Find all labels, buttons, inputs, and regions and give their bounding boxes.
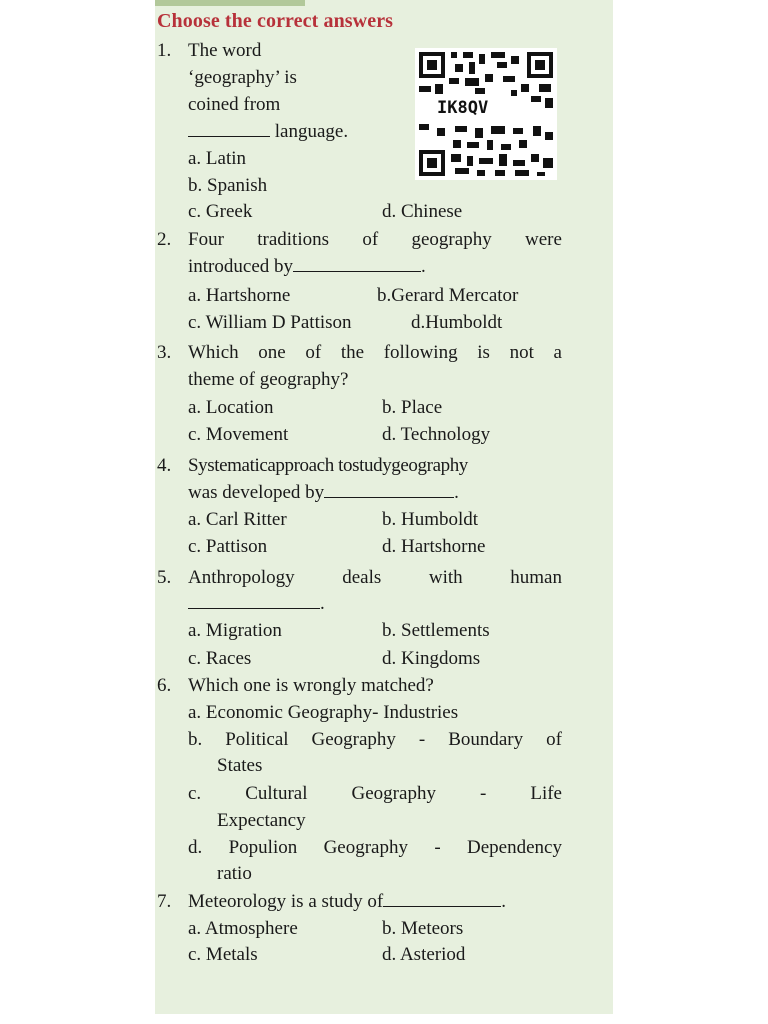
q6-d-word: - [434, 837, 441, 858]
q3-line-1 [155, 340, 613, 366]
q2-option-c: c. William D Pattison [188, 312, 352, 333]
q6-d-word: Geography [323, 837, 408, 858]
q6-c-word: Life [530, 783, 562, 804]
q4-option-a: a. Carl Ritter [188, 509, 287, 530]
q5-line-1 [155, 565, 613, 591]
q6-c-word: Cultural [245, 783, 308, 804]
q1-option-d: d. Chinese [382, 201, 463, 222]
q2-word: were [525, 229, 562, 250]
q6-option-row-c [155, 781, 613, 807]
q7-blank [383, 890, 501, 907]
q3-text-1 [188, 340, 562, 366]
q4-blank [324, 481, 454, 498]
q3-option-a: a. Location [188, 397, 274, 418]
q2-text-1 [188, 227, 562, 253]
q6-b-word: of [546, 729, 562, 750]
q6-number: 6. [157, 675, 172, 696]
q6-option-d [188, 835, 562, 861]
q3-text-2: theme of geography? [188, 369, 349, 390]
q2-word: traditions [257, 229, 330, 250]
q2-line-1 [155, 227, 613, 253]
q3-word: of [305, 342, 322, 363]
q6-option-d-cont: ratio [217, 863, 252, 884]
q4-option-b: b. Humboldt [382, 509, 479, 530]
q2-option-d: d.Humboldt [411, 312, 503, 333]
q5-word: human [510, 567, 562, 588]
q7-option-b: b. Meteors [382, 918, 464, 939]
q3-word: one [258, 342, 286, 363]
q1-number: 1. [157, 40, 172, 61]
q5-number: 5. [157, 567, 172, 588]
q2-blank [293, 255, 421, 272]
q3-word: not [509, 342, 534, 363]
q5-word: Anthropology [188, 567, 295, 588]
q4-option-d: d. Hartshorne [382, 536, 486, 557]
q6-option-a: a. Economic Geography- Industries [188, 702, 459, 723]
q2-option-a: a. Hartshorne [188, 285, 291, 306]
q1-text-2: ‘geography’ is [188, 67, 297, 88]
q1-blank [188, 120, 270, 137]
section-heading: Choose the correct answers [157, 10, 394, 32]
q6-option-c [188, 781, 562, 807]
q3-option-d: d. Technology [382, 424, 491, 445]
q6-option-row-d [155, 835, 613, 861]
q6-c-word: Geography [351, 783, 436, 804]
q2-word: geography [411, 229, 492, 250]
q1-option-a: a. Latin [188, 148, 247, 169]
q5-option-d: d. Kingdoms [382, 648, 481, 669]
q3-word: a [553, 342, 562, 363]
q4-number: 4. [157, 455, 172, 476]
q6-option-c-cont: Expectancy [217, 810, 306, 831]
q3-number: 3. [157, 342, 172, 363]
q6-b-word: Political [225, 729, 289, 750]
q1-text-1: The word [188, 40, 262, 61]
q6-option-b [188, 727, 562, 753]
q3-option-c: c. Movement [188, 424, 289, 445]
q3-word: is [477, 342, 490, 363]
q7-number: 7. [157, 891, 172, 912]
q4-text-1: Systematicapproach tostudygeography [188, 455, 468, 476]
q2-word: Four [188, 229, 224, 250]
q6-d-word: Populion [228, 837, 298, 858]
q1-text-4: language. [274, 121, 349, 142]
section-title-remnant [155, 0, 305, 6]
q5-text-1 [188, 565, 562, 591]
q6-b-word: - [418, 729, 426, 750]
q6-text-1: Which one is wrongly matched? [188, 675, 434, 696]
q3-word: the [340, 342, 365, 363]
q4-option-c: c. Pattison [188, 536, 268, 557]
worksheet-panel: Choose the correct answers IK8QV 1. The word ‘geography’ is coined from language. a. Latin b. Spanish c. Greek d. Chinese 2. Four traditions of geography were introduced by . a. Hartshorne b.Gerard Mercator c. William D Pattison d.Humboldt 3. Which one of the following is not a theme of geography? a. Location b. Place c. Movement d. Technology 4. Systematicapproach tostudygeography was developed by . a. Carl Ritter b. Humboldt c. Pattison d. Hartshorne 5. Anthropology deals with human . a. Migration b. Settlements c. Races d. Kingdoms 6. Which one is wrongly matched? a. Economic Geography- Industries b. Political Geography - Boundary of States c. Cultural Geography - Life Expectancy d. Populion Geography - Dependency ratio 7. Meteorology is a study of . a. Atmosphere b. Meteors c. Metals d. Asteriod [155, 0, 613, 1014]
q6-b-word: Geography [311, 729, 396, 750]
q2-word: of [362, 229, 379, 250]
q1-option-b: b. Spanish [188, 175, 268, 196]
q6-c-word: - [479, 783, 487, 804]
q6-c-word: c. [188, 783, 202, 804]
q6-b-word: b. [188, 729, 203, 750]
q7-option-d: d. Asteriod [382, 944, 466, 965]
q6-option-b-cont: States [217, 755, 263, 776]
q5-word: deals [342, 567, 382, 588]
q7-option-a: a. Atmosphere [188, 918, 298, 939]
q5-blank [188, 592, 320, 609]
q5-option-b: b. Settlements [382, 620, 490, 641]
q6-d-word: Dependency [467, 837, 562, 858]
q5-option-a: a. Migration [188, 620, 282, 641]
q5-option-c: c. Races [188, 648, 252, 669]
q3-option-b: b. Place [382, 397, 443, 418]
q7-text-1: Meteorology is a study of [188, 891, 384, 912]
q1-text-3: coined from [188, 94, 281, 115]
q6-option-row-b [155, 727, 613, 753]
q6-d-word: d. [188, 837, 203, 858]
q4-text-2: was developed by [188, 482, 325, 503]
q3-word: Which [188, 342, 239, 363]
q5-word: with [428, 567, 463, 588]
q2-number: 2. [157, 229, 172, 250]
q2-text-2: introduced by [188, 256, 294, 277]
q1-option-c: c. Greek [188, 201, 253, 222]
q2-option-b: b.Gerard Mercator [377, 285, 519, 306]
q7-option-c: c. Metals [188, 944, 258, 965]
q6-b-word: Boundary [448, 729, 524, 750]
qr-code-text: IK8QV [437, 98, 489, 118]
q3-word: following [383, 342, 458, 363]
